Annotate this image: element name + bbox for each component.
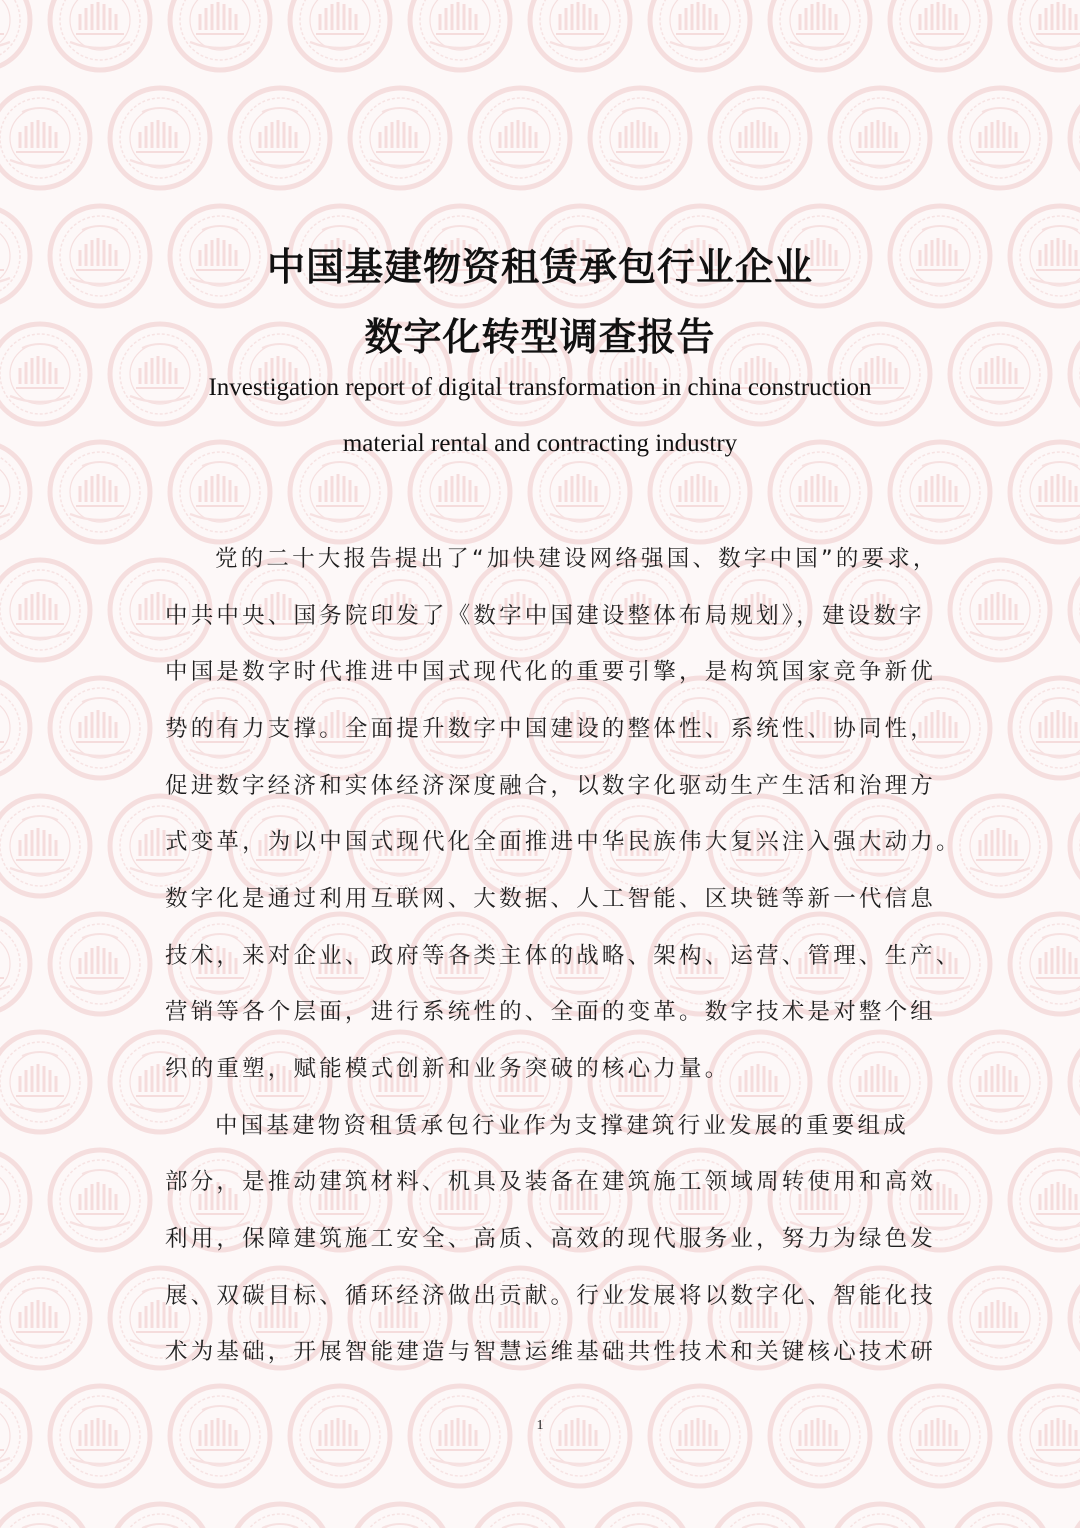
paragraph-line: 促进数字经济和实体经济深度融合，以数字化驱动生产生活和治理方 — [165, 773, 937, 799]
paragraph-line: 术为基础，开展智能建造与智慧运维基础共性技术和关键核心技术研 — [165, 1339, 937, 1365]
paragraph-line: 织的重塑，赋能模式创新和业务突破的核心力量。 — [165, 1056, 731, 1082]
paragraph-line: 展、双碳目标、循环经济做出贡献。行业发展将以数字化、智能化技 — [165, 1283, 937, 1309]
page-number: 1 — [536, 1418, 544, 1433]
paragraph-line: 部分，是推动建筑材料、机具及装备在建筑施工领域周转使用和高效 — [165, 1169, 937, 1195]
paragraph-line: 技术，来对企业、政府等各类主体的战略、架构、运营、管理、生产、 — [165, 943, 962, 969]
title-english-line-1: Investigation report of digital transformation in china construction — [208, 374, 872, 401]
paragraph-line: 势的有力支撑。全面提升数字中国建设的整体性、系统性、协同性， — [165, 716, 937, 742]
title-english-line-2: material rental and contracting industry — [342, 430, 738, 457]
paragraph-line: 中国是数字时代推进中国式现代化的重要引擎，是构筑国家竞争新优 — [165, 659, 937, 685]
paragraph-line: 式变革，为以中国式现代化全面推进中华民族伟大复兴注入强大动力。 — [165, 829, 962, 855]
paragraph-line: 党的二十大报告提出了“加快建设网络强国、数字中国”的要求， — [215, 546, 939, 572]
paragraph-line: 中国基建物资租赁承包行业作为支撑建筑行业发展的重要组成 — [215, 1113, 909, 1139]
paragraph-line: 数字化是通过利用互联网、大数据、人工智能、区块链等新一代信息 — [165, 886, 937, 912]
title-chinese-line-1: 中国基建物资租赁承包行业企业 — [266, 244, 813, 289]
paragraph-line: 中共中央、国务院印发了《数字中国建设整体布局规划》，建设数字 — [165, 603, 925, 629]
paragraph-line: 利用，保障建筑施工安全、高质、高效的现代服务业，努力为绿色发 — [165, 1226, 937, 1252]
paragraph-line: 营销等各个层面，进行系统性的、全面的变革。数字技术是对整个组 — [165, 999, 937, 1025]
title-chinese-line-2: 数字化转型调查报告 — [364, 314, 716, 359]
